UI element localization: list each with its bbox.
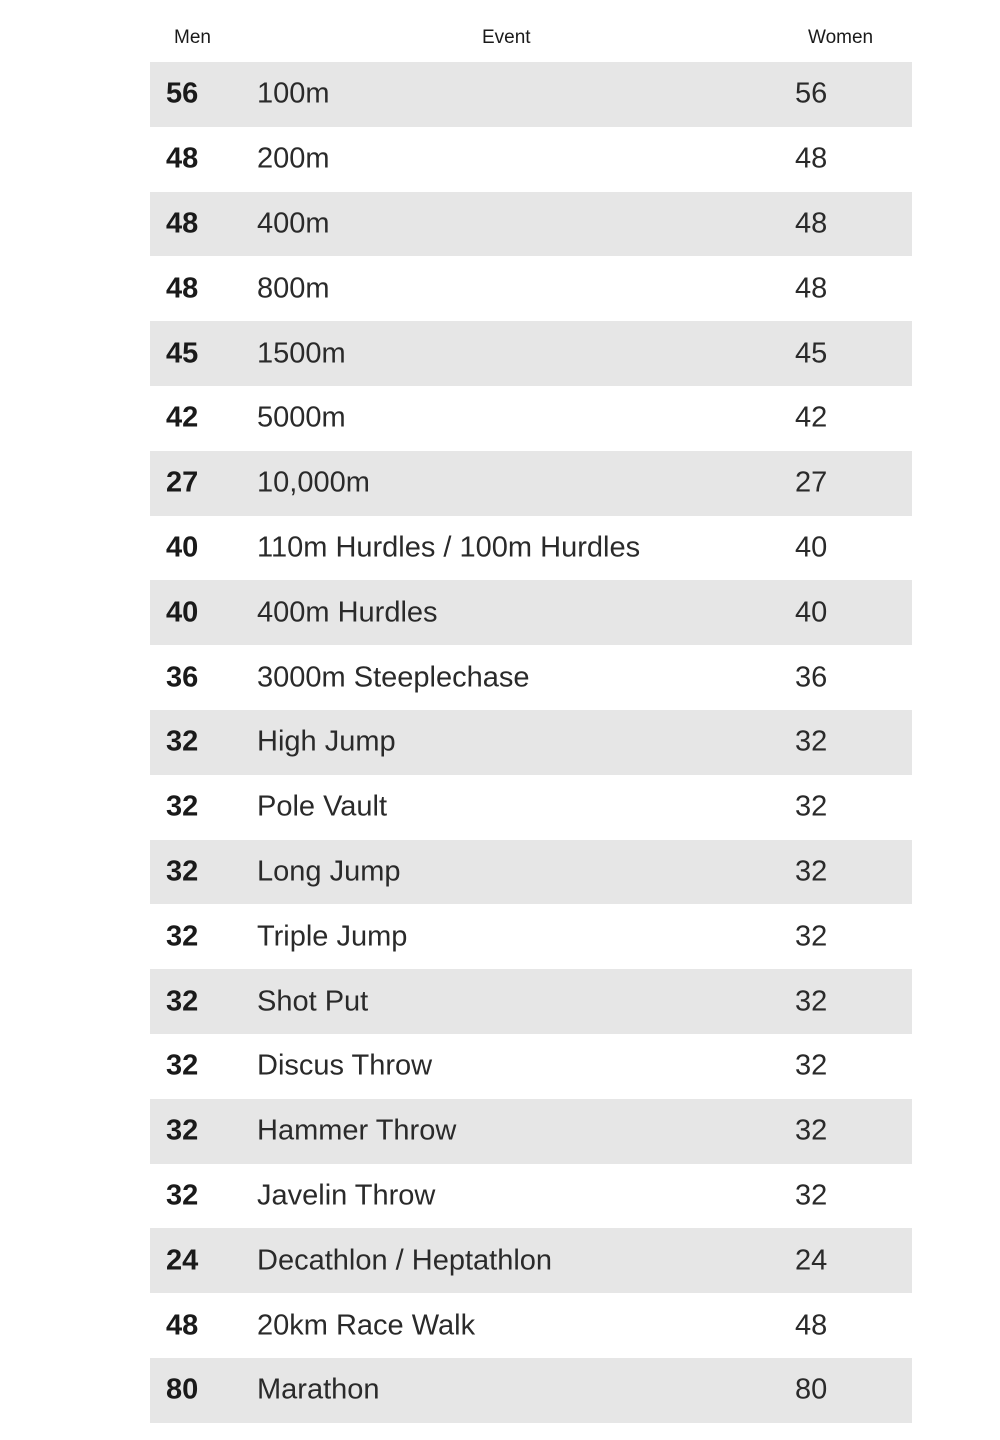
table-row [150, 969, 912, 1034]
event-name: 400m [257, 207, 330, 240]
women-count: 48 [795, 272, 828, 305]
men-count: 36 [166, 661, 199, 694]
men-count: 80 [166, 1373, 199, 1406]
table-row [150, 127, 912, 192]
table-row [150, 775, 912, 840]
table-row [150, 256, 912, 321]
women-count: 32 [795, 985, 828, 1018]
table-row [150, 62, 912, 127]
event-name: 3000m Steeplechase [257, 661, 530, 694]
event-name: 100m [257, 77, 330, 110]
women-count: 32 [795, 920, 828, 953]
men-count: 32 [166, 1179, 199, 1212]
men-count: 42 [166, 401, 199, 434]
table-row [150, 386, 912, 451]
event-name: Hammer Throw [257, 1114, 457, 1147]
events-table [150, 0, 912, 1423]
women-count: 32 [795, 790, 828, 823]
women-count: 48 [795, 1309, 828, 1342]
event-name: Long Jump [257, 855, 401, 888]
table-row [150, 516, 912, 581]
header-women: Women [808, 27, 874, 48]
women-count: 27 [795, 466, 828, 499]
table-row [150, 1293, 912, 1358]
table-row [150, 192, 912, 257]
men-count: 48 [166, 1309, 199, 1342]
women-count: 32 [795, 725, 828, 758]
table-row [150, 451, 912, 516]
men-count: 48 [166, 142, 199, 175]
women-count: 45 [795, 337, 828, 370]
women-count: 24 [795, 1244, 828, 1277]
event-name: Decathlon / Heptathlon [257, 1244, 553, 1277]
women-count: 42 [795, 401, 828, 434]
table-row [150, 1099, 912, 1164]
women-count: 40 [795, 531, 828, 564]
women-count: 32 [795, 1049, 828, 1082]
men-count: 40 [166, 596, 199, 629]
table-row [150, 1358, 912, 1423]
event-name: 110m Hurdles / 100m Hurdles [257, 531, 641, 564]
event-name: 10,000m [257, 466, 370, 499]
men-count: 32 [166, 790, 199, 823]
men-count: 24 [166, 1244, 199, 1277]
event-name: 5000m [257, 401, 346, 434]
table-row [150, 1034, 912, 1099]
event-name: 20km Race Walk [257, 1309, 476, 1342]
women-count: 32 [795, 1179, 828, 1212]
men-count: 32 [166, 985, 199, 1018]
event-name: High Jump [257, 725, 396, 758]
men-count: 32 [166, 855, 199, 888]
women-count: 48 [795, 207, 828, 240]
table-row [150, 904, 912, 969]
women-count: 48 [795, 142, 828, 175]
event-name: 800m [257, 272, 330, 305]
table-row [150, 1164, 912, 1229]
table-row [150, 1228, 912, 1293]
women-count: 40 [795, 596, 828, 629]
men-count: 32 [166, 1114, 199, 1147]
event-name: Javelin Throw [257, 1179, 436, 1212]
men-count: 48 [166, 207, 199, 240]
men-count: 32 [166, 1049, 199, 1082]
women-count: 36 [795, 661, 828, 694]
table-row [150, 580, 912, 645]
event-name: 1500m [257, 337, 346, 370]
table-row [150, 710, 912, 775]
men-count: 45 [166, 337, 199, 370]
event-name: Shot Put [257, 985, 369, 1018]
event-name: Discus Throw [257, 1049, 433, 1082]
table-row [150, 840, 912, 905]
men-count: 27 [166, 466, 199, 499]
women-count: 32 [795, 1114, 828, 1147]
men-count: 40 [166, 531, 199, 564]
women-count: 32 [795, 855, 828, 888]
header-men: Men [174, 27, 211, 48]
men-count: 48 [166, 272, 199, 305]
table-row [150, 645, 912, 710]
event-name: 400m Hurdles [257, 596, 438, 629]
table-row [150, 321, 912, 386]
header-event: Event [482, 27, 531, 48]
men-count: 56 [166, 77, 199, 110]
women-count: 56 [795, 77, 828, 110]
event-name: Pole Vault [257, 790, 388, 823]
men-count: 32 [166, 725, 199, 758]
event-name: 200m [257, 142, 330, 175]
women-count: 80 [795, 1373, 828, 1406]
event-name: Marathon [257, 1373, 380, 1406]
table-header [150, 0, 912, 62]
event-name: Triple Jump [257, 920, 408, 953]
men-count: 32 [166, 920, 199, 953]
